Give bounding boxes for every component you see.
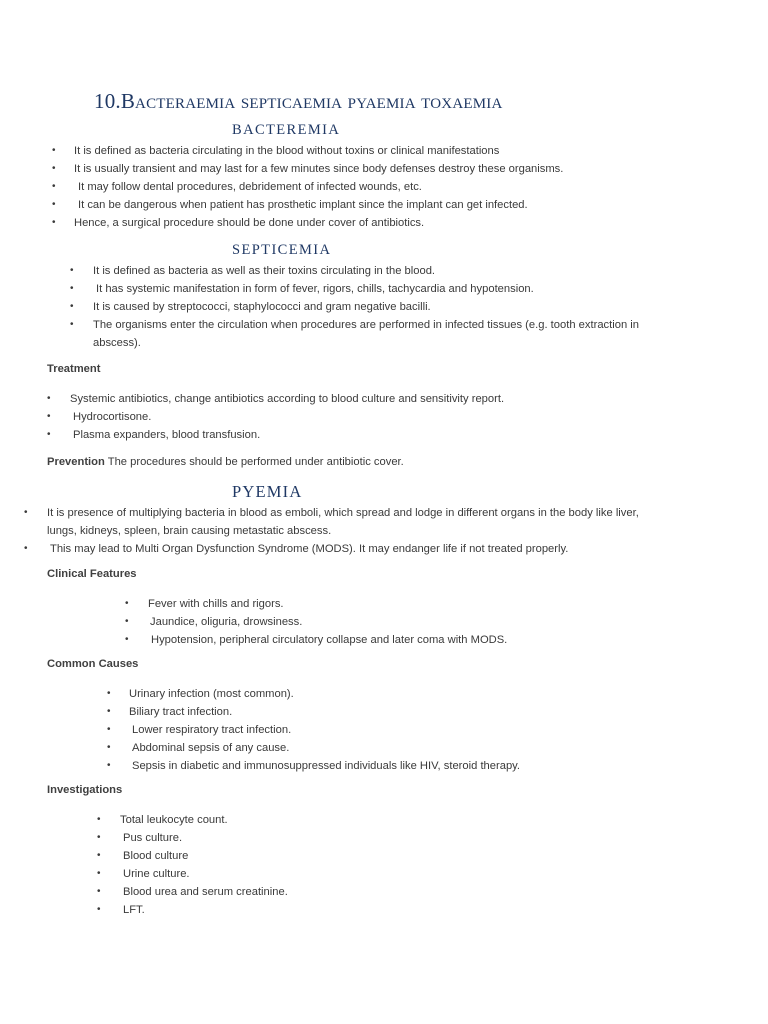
bullet-icon: • [52,181,56,192]
investigations-label: Investigations [47,784,123,796]
bullet-icon: • [125,598,129,609]
bullet-icon: • [47,429,51,440]
bullet-icon: • [107,706,111,717]
common-causes-label: Common Causes [47,658,139,670]
bullet-icon: • [97,868,101,879]
bullet-icon: • [107,724,111,735]
bullet-icon: • [70,283,74,294]
bullet-icon: • [70,265,74,276]
bullet-icon: • [70,301,74,312]
bullet-icon: • [107,742,111,753]
bullet-icon: • [52,163,56,174]
heading-bacteremia: BACTEREMIA [232,122,341,138]
bullet-icon: • [107,760,111,771]
bullet-icon: • [125,616,129,627]
bullet-icon: • [97,886,101,897]
bullet-icon: • [24,543,28,554]
bullet-icon: • [97,904,101,915]
bullet-icon: • [107,688,111,699]
bullet-icon: • [47,393,51,404]
treatment-label: Treatment [47,363,101,375]
clinical-features-label: Clinical Features [47,568,137,580]
prevention-label: Prevention [47,456,105,468]
bullet-icon: • [47,411,51,422]
heading-septicemia: SEPTICEMIA [232,242,332,258]
heading-pyemia: PYEMIA [232,482,303,501]
bullet-icon: • [125,634,129,645]
bullet-icon: • [70,319,74,330]
document-title: 10.Bacteraemia septicaemia pyaemia toxaemia [94,89,503,113]
bullet-icon: • [52,145,56,156]
bullet-icon: • [24,507,28,518]
bullet-icon: • [97,832,101,843]
bullet-icon: • [52,199,56,210]
prevention-paragraph [47,453,404,471]
bullet-icon: • [97,850,101,861]
bullet-icon: • [97,814,101,825]
bullet-icon: • [52,217,56,228]
prevention-text: The procedures should be performed under antibiotic cover. [107,456,404,468]
